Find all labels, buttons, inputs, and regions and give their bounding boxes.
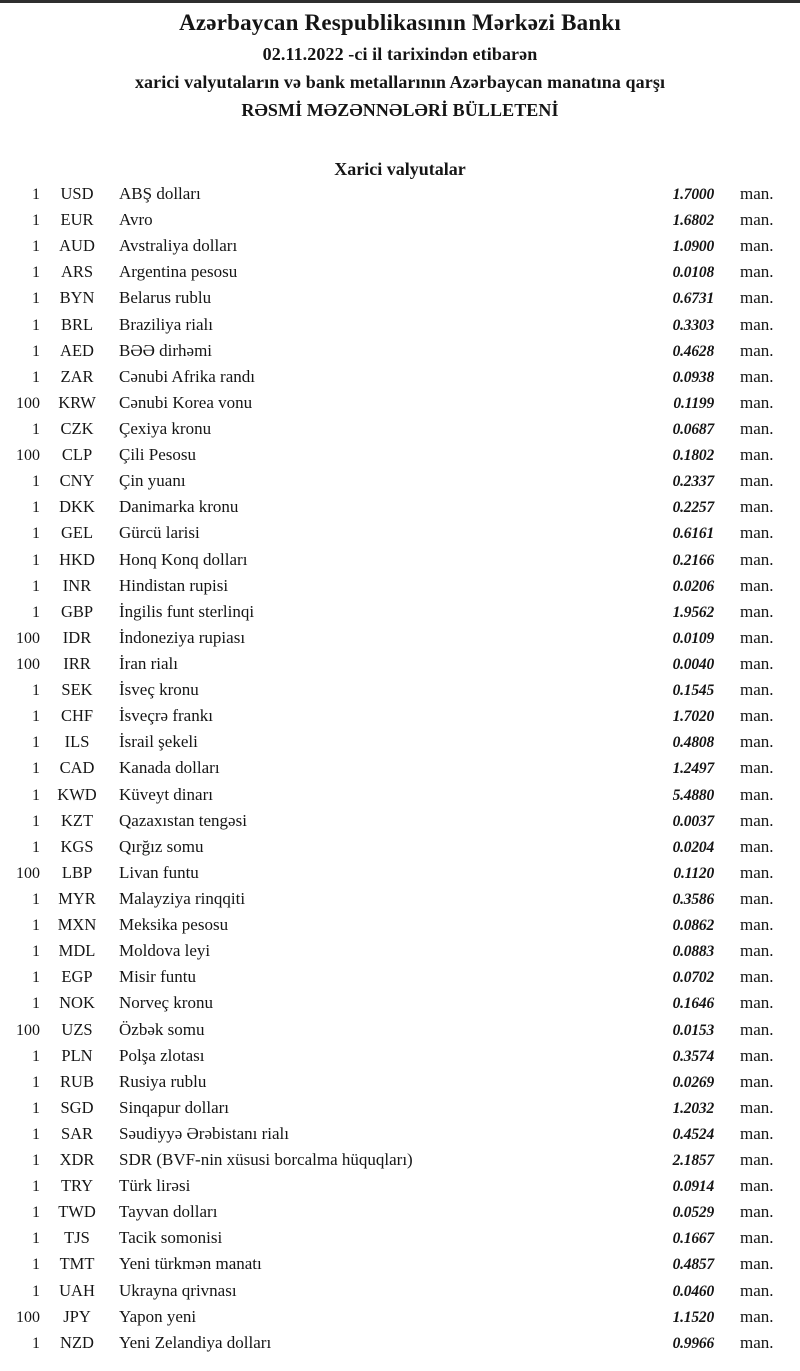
currency-unit-label: man.: [740, 653, 774, 673]
currency-row: [0, 785, 788, 811]
currency-row: [0, 471, 788, 497]
currency-name: Özbək somu: [119, 1019, 205, 1039]
currency-unit-label: man.: [740, 758, 774, 778]
currency-quantity: 100: [16, 1021, 40, 1039]
currency-code: LBP: [61, 862, 93, 882]
currency-row: [0, 967, 788, 993]
currency-unit-label: man.: [740, 1280, 774, 1300]
currency-code: UAH: [59, 1280, 95, 1300]
currency-unit-label: man.: [740, 810, 774, 830]
currency-unit-label: man.: [740, 1228, 774, 1248]
currency-row: [0, 236, 788, 262]
currency-unit-label: man.: [740, 288, 774, 308]
currency-quantity: 1: [32, 995, 40, 1013]
currency-quantity: 1: [32, 1230, 40, 1248]
currency-code: UZS: [61, 1019, 93, 1039]
currency-rate-value: 1.6802: [672, 212, 714, 230]
currency-code: AED: [60, 340, 94, 360]
currency-row: [0, 654, 788, 680]
currency-name: Polşa zlotası: [119, 1045, 205, 1065]
currency-rate-value: 0.1120: [673, 864, 714, 882]
currency-name: Çin yuanı: [119, 471, 186, 491]
currency-rate-value: 1.2497: [672, 760, 714, 778]
currency-unit-label: man.: [740, 888, 774, 908]
currency-code: SGD: [60, 1097, 94, 1117]
currency-rate-value: 0.9966: [672, 1334, 714, 1352]
currency-code: GEL: [60, 523, 94, 543]
currency-quantity: 100: [16, 864, 40, 882]
currency-name: Livan funtu: [119, 862, 199, 882]
currency-name: BƏƏ dirhəmi: [119, 340, 213, 360]
currency-unit-label: man.: [740, 210, 774, 230]
currency-code: TMT: [59, 1254, 95, 1274]
currency-rate-value: 0.3574: [672, 1047, 714, 1065]
currency-code: IDR: [62, 627, 92, 647]
currency-name: Malayziya rinqqiti: [119, 888, 246, 908]
currency-quantity: 1: [32, 1334, 40, 1352]
currency-quantity: 100: [16, 394, 40, 412]
currency-rate-value: 0.3586: [672, 890, 714, 908]
currency-rate-value: 0.1802: [672, 447, 714, 465]
currency-unit-label: man.: [740, 680, 774, 700]
currency-code: RUB: [60, 1071, 94, 1091]
currency-row: [0, 1150, 788, 1176]
currency-code: USD: [60, 184, 94, 203]
currency-unit-label: man.: [740, 993, 774, 1013]
currency-quantity: 1: [32, 1152, 40, 1170]
currency-quantity: 1: [32, 212, 40, 230]
bulletin-title: RƏSMİ MƏZƏNNƏLƏRİ BÜLLETENİ: [241, 100, 559, 120]
currency-name: Hindistan rupisi: [119, 575, 229, 595]
currency-unit-label: man.: [740, 366, 774, 386]
currency-quantity: 1: [32, 1282, 40, 1300]
currency-code: TJS: [64, 1228, 90, 1248]
currency-rate-value: 0.0109: [672, 629, 714, 647]
currency-row: [0, 1228, 788, 1254]
currency-rate-value: 0.0702: [672, 969, 714, 987]
top-border-rule: [0, 0, 800, 3]
currency-name: Argentina pesosu: [119, 262, 238, 282]
currency-rate-value: 0.0269: [672, 1073, 714, 1091]
currency-unit-label: man.: [740, 1254, 774, 1274]
currency-row: [0, 288, 788, 314]
currency-code: EUR: [60, 210, 94, 230]
currency-code: TWD: [58, 1202, 96, 1222]
currency-quantity: 1: [32, 473, 40, 491]
currency-code: MDL: [58, 941, 96, 961]
currency-quantity: 1: [32, 890, 40, 908]
currency-unit-label: man.: [740, 941, 774, 961]
currency-row: [0, 706, 788, 732]
currency-unit-label: man.: [740, 1306, 774, 1326]
currency-rate-value: 0.0108: [672, 264, 714, 282]
currency-name: SDR (BVF-nin xüsusi borcalma hüquqları): [119, 1150, 413, 1170]
currency-quantity: 1: [32, 342, 40, 360]
currency-name: İngilis funt sterlinqi: [119, 601, 255, 621]
currency-code: INR: [62, 575, 92, 595]
subject-line: xarici valyutaların və bank metallarının Azərbaycan manatına qarşı: [134, 72, 666, 92]
currency-quantity: 1: [32, 734, 40, 752]
currency-name: Ukrayna qrivnası: [119, 1280, 237, 1300]
currency-name: Meksika pesosu: [119, 915, 229, 935]
currency-name: Çexiya kronu: [119, 418, 212, 438]
currency-rate-value: 0.4628: [672, 342, 714, 360]
currency-row: [0, 184, 788, 210]
currency-code: MYR: [58, 888, 96, 908]
currency-row: [0, 941, 788, 967]
currency-quantity: 1: [32, 420, 40, 438]
currency-quantity: 1: [32, 316, 40, 334]
currency-row: [0, 1124, 788, 1150]
currency-code: ILS: [64, 732, 90, 752]
currency-name: Cənubi Korea vonu: [119, 392, 253, 412]
currency-code: ARS: [60, 262, 94, 282]
currency-code: DKK: [59, 497, 95, 517]
currency-quantity: 1: [32, 290, 40, 308]
currency-code: ZAR: [60, 366, 94, 386]
currency-name: Tayvan dolları: [119, 1202, 218, 1222]
currency-quantity: 1: [32, 499, 40, 517]
currency-quantity: 1: [32, 1125, 40, 1143]
currency-name: Belarus rublu: [119, 288, 212, 308]
currency-row: [0, 602, 788, 628]
currency-quantity: 1: [32, 917, 40, 935]
currency-row: [0, 758, 788, 784]
currency-row: [0, 445, 788, 471]
currency-rate-value: 0.6731: [672, 290, 714, 308]
currency-unit-label: man.: [740, 549, 774, 569]
currency-name: Avstraliya dolları: [119, 236, 238, 256]
currency-unit-label: man.: [740, 1045, 774, 1065]
currency-rate-value: 0.2166: [672, 551, 714, 569]
currency-unit-label: man.: [740, 1332, 774, 1352]
currency-rate-value: 0.0687: [672, 420, 714, 438]
currency-name: Honq Konq dolları: [119, 549, 248, 569]
currency-code: GBP: [60, 601, 94, 621]
currency-rate-value: 0.2257: [672, 499, 714, 517]
currency-row: [0, 1176, 788, 1202]
currency-row: [0, 1307, 788, 1333]
currency-rate-value: 0.0204: [672, 838, 714, 856]
currency-quantity: 1: [32, 969, 40, 987]
currency-row: [0, 210, 788, 236]
currency-rate-value: 0.3303: [672, 316, 714, 334]
currency-row: [0, 993, 788, 1019]
bank-title: Azərbaycan Respublikasının Mərkəzi Bankı: [179, 10, 621, 35]
currency-row: [0, 341, 788, 367]
currency-quantity: 1: [32, 1073, 40, 1091]
currency-unit-label: man.: [740, 1176, 774, 1196]
currency-row: [0, 1281, 788, 1307]
currency-name: Misir funtu: [119, 967, 196, 987]
currency-code: NOK: [59, 993, 95, 1013]
currency-name: Danimarka kronu: [119, 497, 239, 517]
currency-name: Yeni Zelandiya dolları: [119, 1332, 272, 1352]
currency-name: Avro: [119, 210, 153, 230]
currency-rate-value: 0.0883: [672, 943, 714, 961]
currency-rate-value: 0.1545: [672, 682, 714, 700]
currency-unit-label: man.: [740, 314, 774, 334]
currency-name: Moldova leyi: [119, 941, 211, 961]
currency-unit-label: man.: [740, 340, 774, 360]
currency-rate-value: 0.2337: [672, 473, 714, 491]
currency-code: CZK: [60, 418, 94, 438]
currency-row: [0, 497, 788, 523]
currency-name: Braziliya rialı: [119, 314, 213, 334]
currency-code: IRR: [63, 653, 91, 673]
currency-quantity: 1: [32, 1178, 40, 1196]
currency-code: CNY: [59, 471, 95, 491]
currency-row: [0, 550, 788, 576]
currency-rate-value: 0.0206: [672, 577, 714, 595]
currency-row: [0, 863, 788, 889]
currency-rate-value: 0.1199: [673, 394, 714, 412]
currency-quantity: 1: [32, 368, 40, 386]
currency-rate-value: 1.9562: [672, 603, 714, 621]
currency-unit-label: man.: [740, 627, 774, 647]
currency-code: AUD: [59, 236, 95, 256]
currency-name: Yeni türkmən manatı: [119, 1254, 262, 1274]
currency-quantity: 1: [32, 943, 40, 961]
currency-row: [0, 1020, 788, 1046]
currency-row: [0, 732, 788, 758]
currency-code: SAR: [60, 1123, 94, 1143]
currency-unit-label: man.: [740, 1019, 774, 1039]
currency-quantity: 1: [32, 186, 40, 203]
currency-code: KZT: [60, 810, 94, 830]
currency-unit-label: man.: [740, 1071, 774, 1091]
currency-unit-label: man.: [740, 497, 774, 517]
currency-quantity: 1: [32, 838, 40, 856]
currency-code: CLP: [61, 445, 93, 465]
currency-row: [0, 680, 788, 706]
currency-name: Səudiyyə Ərəbistanı rialı: [119, 1123, 289, 1143]
currency-quantity: 1: [32, 1256, 40, 1274]
section-title-foreign-currencies: Xarici valyutalar: [334, 159, 466, 179]
currency-name: Gürcü larisi: [119, 523, 200, 543]
currency-name: İsveç kronu: [119, 680, 199, 700]
currency-rate-value: 0.4524: [672, 1125, 714, 1143]
currency-quantity: 1: [32, 786, 40, 804]
currency-rate-value: 0.1667: [672, 1230, 714, 1248]
currency-code: NZD: [60, 1332, 94, 1352]
currency-code: CHF: [60, 706, 94, 726]
currency-quantity: 1: [32, 1047, 40, 1065]
currency-rate-value: 1.2032: [672, 1099, 714, 1117]
currency-code: JPY: [63, 1306, 91, 1326]
currency-unit-label: man.: [740, 601, 774, 621]
currency-rate-value: 0.0460: [672, 1282, 714, 1300]
currency-unit-label: man.: [740, 784, 774, 804]
currency-quantity: 1: [32, 264, 40, 282]
currency-quantity: 1: [32, 812, 40, 830]
currency-row: [0, 262, 788, 288]
currency-row: [0, 1098, 788, 1124]
currency-quantity: 1: [32, 551, 40, 569]
currency-quantity: 1: [32, 760, 40, 778]
currency-unit-label: man.: [740, 1123, 774, 1143]
currency-quantity: 1: [32, 577, 40, 595]
currency-code: TRY: [60, 1176, 94, 1196]
currency-quantity: 1: [32, 603, 40, 621]
currency-name: Cənubi Afrika randı: [119, 366, 255, 386]
currency-row: [0, 523, 788, 549]
currency-row: [0, 1046, 788, 1072]
currency-code: KGS: [60, 836, 94, 856]
currency-code: HKD: [59, 549, 95, 569]
currency-name: Qırğız somu: [119, 836, 204, 856]
currency-rate-value: 1.7020: [672, 708, 714, 726]
currency-quantity: 1: [32, 1099, 40, 1117]
effective-date-line: 02.11.2022 -ci il tarixindən etibarən: [262, 44, 538, 64]
currency-rate-value: 1.7000: [672, 186, 714, 203]
currency-code: CAD: [59, 758, 95, 778]
currency-row: [0, 915, 788, 941]
currency-row: [0, 315, 788, 341]
currency-code: XDR: [59, 1150, 95, 1170]
currency-name: İran rialı: [119, 653, 178, 673]
currency-name: Rusiya rublu: [119, 1071, 207, 1091]
currency-rate-value: 0.0938: [672, 368, 714, 386]
currency-quantity: 100: [16, 629, 40, 647]
currency-unit-label: man.: [740, 1097, 774, 1117]
currency-quantity: 100: [16, 655, 40, 673]
currency-rate-value: 2.1857: [672, 1152, 714, 1170]
currency-name: İsveçrə frankı: [119, 706, 213, 726]
currency-rate-value: 0.4808: [672, 734, 714, 752]
currency-row: [0, 393, 788, 419]
currency-unit-label: man.: [740, 445, 774, 465]
currency-unit-label: man.: [740, 262, 774, 282]
currency-row: [0, 576, 788, 602]
currency-quantity: 100: [16, 447, 40, 465]
currency-unit-label: man.: [740, 862, 774, 882]
currency-unit-label: man.: [740, 732, 774, 752]
currency-code: BRL: [60, 314, 94, 334]
currency-rate-value: 0.0862: [672, 917, 714, 935]
currency-row: [0, 628, 788, 654]
currency-code: PLN: [61, 1045, 93, 1065]
currency-rate-value: 0.0153: [672, 1021, 714, 1039]
currency-quantity: 1: [32, 238, 40, 256]
currency-name: Norveç kronu: [119, 993, 213, 1013]
currency-quantity: 1: [32, 682, 40, 700]
currency-unit-label: man.: [740, 1150, 774, 1170]
currency-rate-value: 0.0037: [672, 812, 714, 830]
currency-code: MXN: [57, 915, 97, 935]
currency-name: Çili Pesosu: [119, 445, 196, 465]
currency-unit-label: man.: [740, 523, 774, 543]
currency-quantity: 100: [16, 1308, 40, 1326]
currency-unit-label: man.: [740, 1202, 774, 1222]
currency-row: [0, 367, 788, 393]
currency-row: [0, 1333, 788, 1359]
currency-rate-value: 5.4880: [672, 786, 714, 804]
currency-code: KWD: [57, 784, 97, 804]
currency-rate-value: 1.0900: [672, 238, 714, 256]
currency-name: İsrail şekeli: [119, 732, 198, 752]
currency-code: EGP: [61, 967, 93, 987]
currency-unit-label: man.: [740, 575, 774, 595]
currency-quantity: 1: [32, 525, 40, 543]
currency-rate-value: 0.0040: [672, 655, 714, 673]
currency-rate-value: 0.6161: [672, 525, 714, 543]
currency-unit-label: man.: [740, 418, 774, 438]
currency-name: Qazaxıstan tengəsi: [119, 810, 247, 830]
currency-unit-label: man.: [740, 184, 774, 203]
currency-unit-label: man.: [740, 967, 774, 987]
currency-row: [0, 1254, 788, 1280]
currency-rate-value: 0.0529: [672, 1204, 714, 1222]
currency-row: [0, 1072, 788, 1098]
currency-name: ABŞ dolları: [119, 184, 201, 203]
currency-rate-value: 0.4857: [672, 1256, 714, 1274]
currency-code: BYN: [59, 288, 95, 308]
currency-row: [0, 811, 788, 837]
currency-code: SEK: [61, 680, 93, 700]
currency-unit-label: man.: [740, 915, 774, 935]
currency-unit-label: man.: [740, 836, 774, 856]
currency-quantity: 1: [32, 1204, 40, 1222]
currency-name: İndoneziya rupiası: [119, 627, 246, 647]
currency-rate-table: [0, 184, 800, 1359]
currency-unit-label: man.: [740, 471, 774, 491]
currency-quantity: 1: [32, 708, 40, 726]
currency-name: Türk lirəsi: [119, 1176, 191, 1196]
currency-row: [0, 419, 788, 445]
currency-row: [0, 889, 788, 915]
currency-name: Küveyt dinarı: [119, 784, 213, 804]
currency-row: [0, 1202, 788, 1228]
currency-unit-label: man.: [740, 392, 774, 412]
currency-name: Tacik somonisi: [119, 1228, 223, 1248]
currency-rate-value: 0.0914: [672, 1178, 714, 1196]
currency-code: KRW: [58, 392, 96, 412]
currency-name: Yapon yeni: [119, 1306, 197, 1326]
currency-unit-label: man.: [740, 236, 774, 256]
currency-row: [0, 837, 788, 863]
currency-unit-label: man.: [740, 706, 774, 726]
currency-name: Sinqapur dolları: [119, 1097, 230, 1117]
currency-name: Kanada dolları: [119, 758, 220, 778]
currency-rate-value: 1.1520: [672, 1308, 714, 1326]
currency-rate-value: 0.1646: [672, 995, 714, 1013]
